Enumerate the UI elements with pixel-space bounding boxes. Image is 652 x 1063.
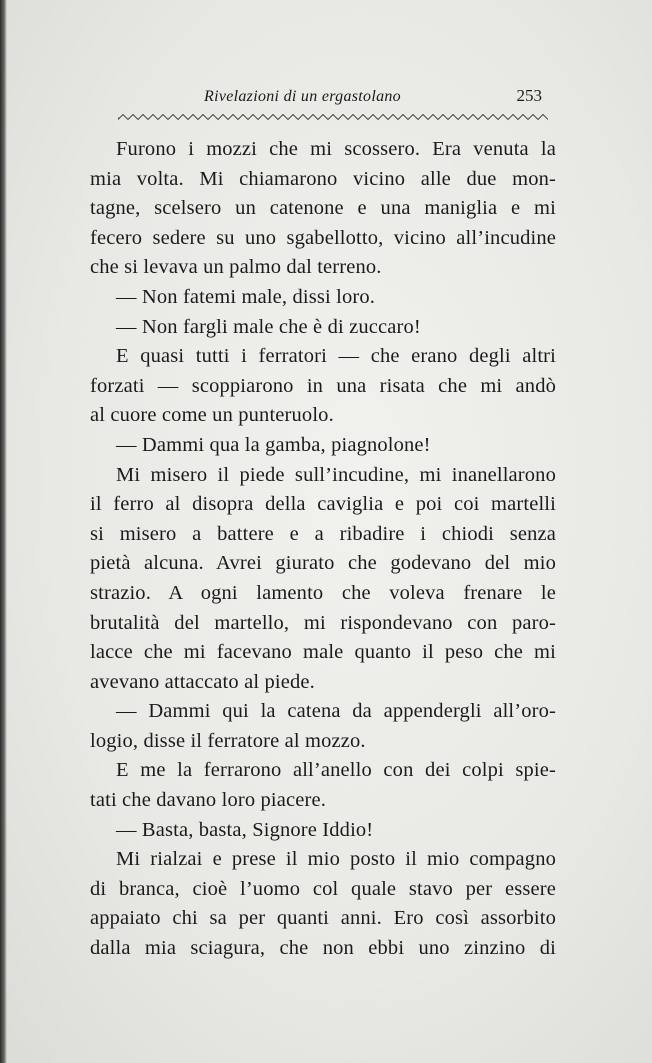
- text-line: tati che davano loro piacere.: [90, 789, 326, 812]
- text-line: lacce che mi facevano male quanto il peso che mi: [90, 641, 556, 664]
- book-spine-shadow: [0, 0, 7, 1063]
- text-line: Furono i mozzi che mi scossero. Era venuta la: [116, 138, 556, 160]
- text-line: tagne, scelsero un catenone e una maniglia e mi: [90, 197, 556, 220]
- text-line: forzati — scoppiarono in una risata che mi andò: [90, 374, 556, 397]
- text-line: si misero a battere e a ribadire i chiodi senza: [90, 522, 556, 545]
- text-line: fecero sedere su uno sgabellotto, vicino all’incudine: [90, 226, 556, 249]
- text-line: il ferro al disopra della caviglia e poi coi martelli: [90, 493, 556, 516]
- text-line: strazio. A ogni lamento che voleva frenare le: [90, 581, 556, 604]
- running-title: Rivelazioni di un ergastolano: [204, 88, 401, 105]
- text-line: — Dammi qui la catena da appendergli all’oro-: [116, 700, 556, 723]
- text-line: mia volta. Mi chiamarono vicino alle due mon-: [90, 167, 556, 190]
- text-line: E me la ferrarono all’anello con dei colpi spie-: [116, 759, 556, 782]
- text-line: pietà alcuna. Avrei giurato che godevano del mio: [90, 552, 556, 575]
- text-line: — Basta, basta, Signore Iddio!: [116, 818, 374, 841]
- decorative-wavy-rule: [118, 113, 548, 121]
- text-line: brutalità del martello, mi rispondevano con paro-: [90, 611, 556, 634]
- text-line: — Non fatemi male, dissi loro.: [116, 285, 375, 308]
- page-number: 253: [516, 86, 542, 105]
- text-line: al cuore come un punteruolo.: [90, 404, 334, 427]
- text-line: — Non fargli male che è di zuccaro!: [116, 315, 421, 338]
- text-line: logio, disse il ferratore al mozzo.: [90, 729, 366, 752]
- text-line: avevano attaccato al piede.: [90, 670, 315, 693]
- text-line: — Dammi qua la gamba, piagnolone!: [116, 433, 431, 456]
- text-line: dalla mia sciagura, che non ebbi uno zinzino di: [90, 937, 556, 960]
- text-line: Mi misero il piede sull’incudine, mi inanellarono: [116, 463, 556, 486]
- text-line: di branca, cioè l’uomo col quale stavo per essere: [90, 877, 556, 900]
- body-text: [90, 135, 556, 964]
- page-header: [90, 84, 548, 110]
- text-line: E quasi tutti i ferratori — che erano degli altri: [116, 345, 556, 368]
- text-line: appaiato chi sa per quanti anni. Ero così assorbito: [90, 907, 556, 930]
- text-line: che si levava un palmo dal terreno.: [90, 256, 382, 279]
- text-line: Mi rialzai e prese il mio posto il mio compagno: [116, 848, 556, 871]
